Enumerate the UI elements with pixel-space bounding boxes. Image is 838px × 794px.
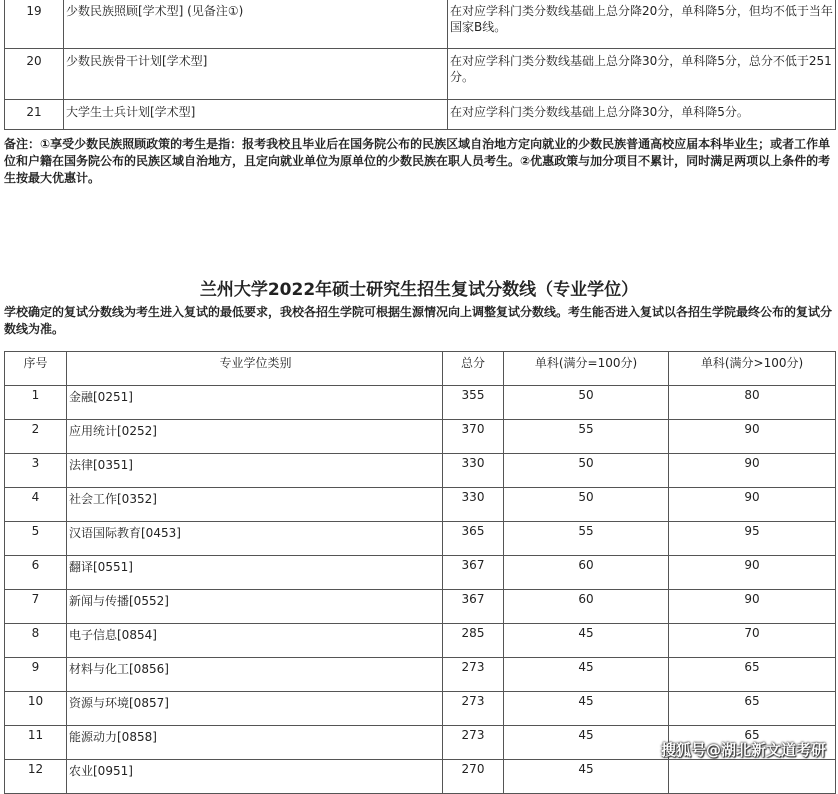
header-category: 专业学位类别 — [67, 352, 443, 386]
row-single-over-100: 90 — [669, 488, 836, 522]
table-row — [5, 386, 836, 420]
footnote: 备注：①享受少数民族照顾政策的考生是指：报考我校且毕业后在国务院公布的民族区域自治地方定向就业的少数民族普通高校应届本科毕业生；或者工作单位和户籍在国务院公布的民族区域自治地方，且定向就业单位为原单位的少数民族在职人员考生。②优惠政策与加分项目不累计，同时满足两项以上条件的考生按最大优惠计。 — [4, 137, 831, 185]
row-number: 8 — [5, 624, 67, 658]
row-single-over-100: 90 — [669, 556, 836, 590]
row-single-100: 45 — [504, 760, 669, 794]
row-category: 少数民族照顾[学术型] (见备注①) — [64, 0, 448, 49]
row-single-100: 55 — [504, 522, 669, 556]
row-total: 330 — [443, 488, 504, 522]
row-single-100: 60 — [504, 590, 669, 624]
row-single-over-100: 90 — [669, 420, 836, 454]
row-single-100: 45 — [504, 726, 669, 760]
row-category: 新闻与传播[0552] — [67, 590, 443, 624]
row-category: 资源与环境[0857] — [67, 692, 443, 726]
table-row — [5, 454, 836, 488]
table-row — [5, 590, 836, 624]
row-rule: 在对应学科门类分数线基础上总分降20分，单科降5分，但均不低于当年国家B线。 — [448, 0, 836, 49]
row-single-over-100: 65 — [669, 692, 836, 726]
row-number: 20 — [5, 49, 64, 100]
row-single-100: 50 — [504, 386, 669, 420]
row-number: 5 — [5, 522, 67, 556]
header-total: 总分 — [443, 352, 504, 386]
row-number: 11 — [5, 726, 67, 760]
row-category: 翻译[0551] — [67, 556, 443, 590]
row-number: 12 — [5, 760, 67, 794]
table-row — [5, 100, 836, 130]
table-row — [5, 488, 836, 522]
row-total: 273 — [443, 692, 504, 726]
row-single-over-100: 90 — [669, 590, 836, 624]
row-number: 2 — [5, 420, 67, 454]
table-row — [5, 760, 836, 794]
row-single-100: 50 — [504, 488, 669, 522]
row-single-100: 45 — [504, 658, 669, 692]
row-single-over-100: 65 — [669, 658, 836, 692]
row-category: 电子信息[0854] — [67, 624, 443, 658]
row-total: 370 — [443, 420, 504, 454]
row-total: 285 — [443, 624, 504, 658]
header-single-100: 单科(满分=100分) — [504, 352, 669, 386]
table-row — [5, 556, 836, 590]
row-single-100: 60 — [504, 556, 669, 590]
row-number: 6 — [5, 556, 67, 590]
row-total: 367 — [443, 556, 504, 590]
row-single-over-100: 70 — [669, 624, 836, 658]
row-single-100: 45 — [504, 624, 669, 658]
header-single-over-100: 单科(满分>100分) — [669, 352, 836, 386]
row-single-over-100: 95 — [669, 522, 836, 556]
row-number: 3 — [5, 454, 67, 488]
table-row — [5, 420, 836, 454]
table-row — [5, 658, 836, 692]
row-category: 少数民族骨干计划[学术型] — [64, 49, 448, 100]
table-row — [5, 0, 836, 49]
header-no: 序号 — [5, 352, 67, 386]
row-single-over-100: 80 — [669, 386, 836, 420]
row-total: 355 — [443, 386, 504, 420]
row-number: 4 — [5, 488, 67, 522]
row-number: 21 — [5, 100, 64, 130]
row-category: 法律[0351] — [67, 454, 443, 488]
row-total: 270 — [443, 760, 504, 794]
table-row — [5, 49, 836, 100]
row-single-100: 55 — [504, 420, 669, 454]
top-score-rules-table — [4, 0, 836, 130]
row-category: 农业[0951] — [67, 760, 443, 794]
row-total: 273 — [443, 658, 504, 692]
row-total: 330 — [443, 454, 504, 488]
row-category: 能源动力[0858] — [67, 726, 443, 760]
row-number: 10 — [5, 692, 67, 726]
row-number: 19 — [5, 0, 64, 49]
intro-paragraph: 学校确定的复试分数线为考生进入复试的最低要求，我校各招生学院可根据生源情况向上调整复试分数线。考生能否进入复试以各招生学院最终公布的复试分数线为准。 — [4, 305, 833, 336]
row-single-100: 50 — [504, 454, 669, 488]
row-total: 273 — [443, 726, 504, 760]
row-number: 9 — [5, 658, 67, 692]
row-category: 材料与化工[0856] — [67, 658, 443, 692]
table-row — [5, 692, 836, 726]
table-row — [5, 624, 836, 658]
row-single-over-100 — [669, 760, 836, 794]
row-category: 社会工作[0352] — [67, 488, 443, 522]
row-category: 大学生士兵计划[学术型] — [64, 100, 448, 130]
row-single-over-100: 65 — [669, 726, 836, 760]
watermark: 搜狐号@湖北新文道考研 — [660, 741, 826, 759]
row-category: 应用统计[0252] — [67, 420, 443, 454]
table-header-row — [5, 352, 836, 386]
table-row — [5, 522, 836, 556]
row-total: 367 — [443, 590, 504, 624]
page-title: 兰州大学2022年硕士研究生招生复试分数线（专业学位） — [199, 280, 639, 300]
row-single-100: 45 — [504, 692, 669, 726]
row-category: 金融[0251] — [67, 386, 443, 420]
professional-degree-score-table — [4, 351, 836, 794]
row-rule: 在对应学科门类分数线基础上总分降30分，单科降5分。 — [448, 100, 836, 130]
row-category: 汉语国际教育[0453] — [67, 522, 443, 556]
row-number: 1 — [5, 386, 67, 420]
row-number: 7 — [5, 590, 67, 624]
row-total: 365 — [443, 522, 504, 556]
row-single-over-100: 90 — [669, 454, 836, 488]
row-rule: 在对应学科门类分数线基础上总分降30分，单科降5分，总分不低于251分。 — [448, 49, 836, 100]
